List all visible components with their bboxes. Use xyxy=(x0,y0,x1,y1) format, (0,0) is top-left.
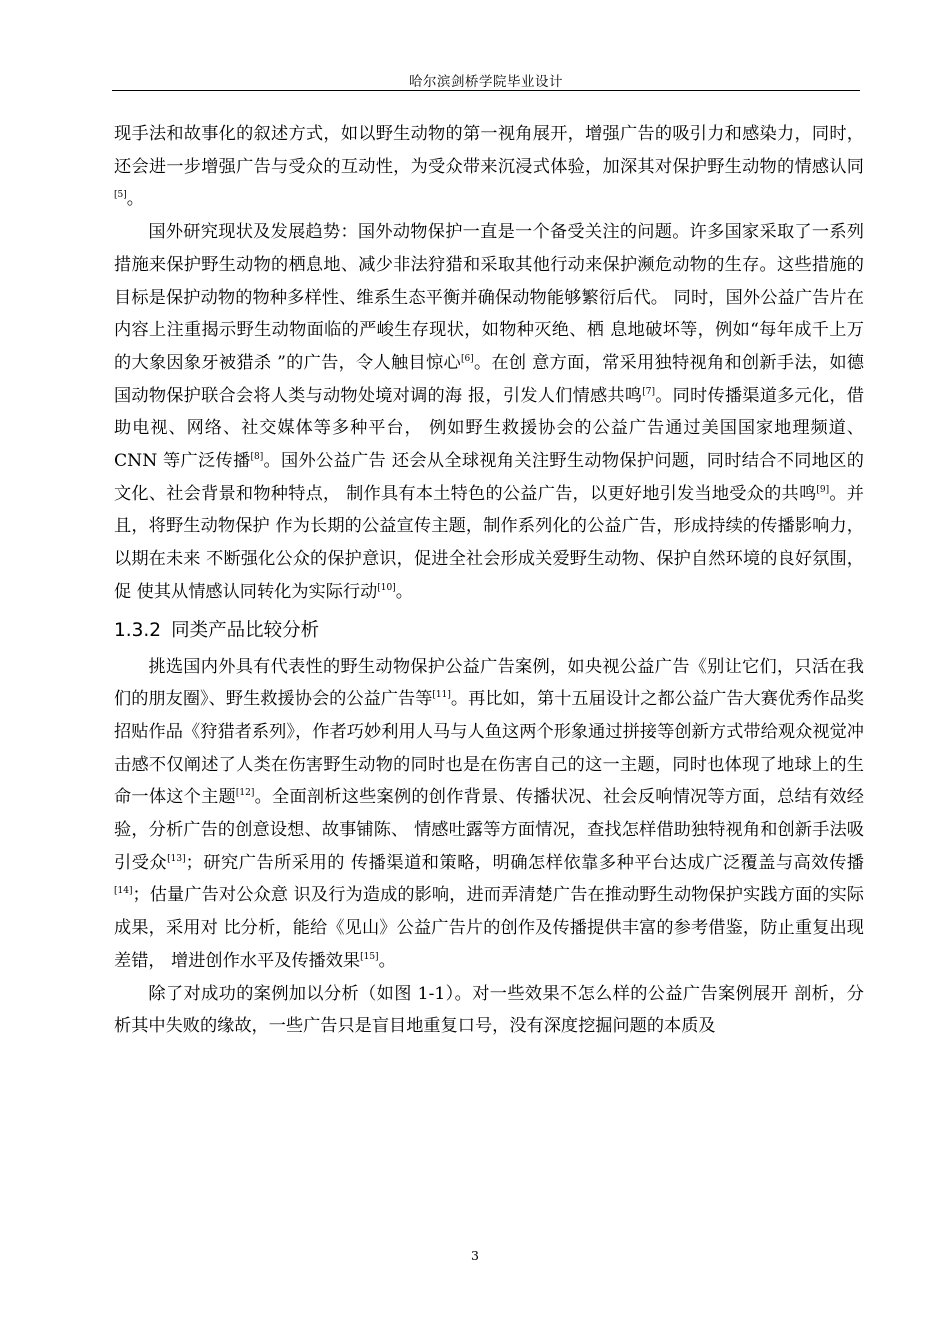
paragraph-failure-analysis xyxy=(114,978,864,1043)
text-run: 。 xyxy=(378,950,396,971)
citation-ref: [5] xyxy=(114,190,127,201)
section-heading xyxy=(114,619,864,643)
text-run: 。在创 意方面，常采用独特视角和创新手法，如德国动物保护联合会将人类与动物处境对调的海 报，引发人们情感共鸣 xyxy=(114,352,864,406)
text-run: ；估量广告对公众意 识及行为造成的影响，进而弄清楚广告在推动野生动物保护实践方面的实际成果，采用对 比分析，能给《见山》公益广告片的创作及传播提供丰富的参考借鉴，防止重复出现差错， 增进创作水平及传播效果 xyxy=(114,885,864,971)
section-number: 1.3.2 xyxy=(114,619,162,641)
citation-ref: [9] xyxy=(816,484,830,495)
text-run: 。国外公益广告 还会从全球视角关注野生动物保护问题，同时结合不同地区的文化、社会背景和物种特点， 制作具有本土特色的公益广告，以更好地引发当地受众的共鸣 xyxy=(114,451,864,504)
text-run: 。全面剖析这些案例的创作背景、传播状况、社会反响情况等方面，总结有效经验，分析广告的创意设想、故事铺陈、 情感吐露等方面情况，查找怎样借助独特视角和创新手法吸引受众 xyxy=(114,787,864,873)
page-number: 3 xyxy=(471,1248,479,1263)
text-run: 挑选国内外具有代表性的野生动物保护公益广告案例，如央视公益广告《别让它们，只活在我们的朋友圈》、野生救援协会的公益广告等 xyxy=(114,656,864,710)
text-run: 。 xyxy=(126,189,144,210)
paragraph-foreign-research xyxy=(114,216,864,608)
text-run: 国外研究现状及发展趋势：国外动物保护一直是一个备受关注的问题。许多国家采取了一系列措施来保护野生动物的栖息地、减少非法狩猎和采取其他行动来保护濒危动物的生存。这些措施的目标是保护动物的物种多样性、维系生态平衡并确保动物能够繁衍后代。 同时，国外公益广告片在内容上注重揭示野生动物面临的严峻生存现状，如物种灭绝、栖 息地破坏等，例如“每年成千上万的大象因象牙被猎杀 ”的广告，令人触目惊心 xyxy=(114,222,864,373)
header-rule xyxy=(112,90,860,91)
text-run: 。再比如，第十五届设计之都公益广告大赛优秀作品奖招贴作品《狩猎者系列》，作者巧妙利用人马与人鱼这两个形象通过拼接等创新方式带给观众视觉冲击感不仅阐述了人类在伤害野生动物的同时也是在伤害自己的这一主题，同时也体现了地球上的生命一体这个主题 xyxy=(114,689,864,808)
text-run: 。 xyxy=(395,581,413,602)
citation-ref: [6] xyxy=(460,353,474,364)
page-body xyxy=(114,118,864,1043)
citation-ref: [12] xyxy=(235,788,255,799)
section-title: 同类产品比较分析 xyxy=(171,619,320,641)
citation-ref: [15] xyxy=(360,951,379,962)
citation-ref: [10] xyxy=(377,582,396,593)
citation-ref: [14] xyxy=(114,886,133,897)
text-run: 。同时传播渠道多元化，借助电视、网络、社交媒体等多种平台， 例如野生救援协会的公益广告通过美国国家地理频道、CNN 等广泛传播 xyxy=(114,385,864,472)
text-run: 除了对成功的案例加以分析（如图 1-1）。对一些效果不怎么样的公益广告案例展开 剖析，分析其中失败的缘故，一些广告只是盲目地重复口号，没有深度挖掘问题的本质及 xyxy=(114,983,864,1037)
citation-ref: [13] xyxy=(167,853,186,864)
citation-ref: [7] xyxy=(642,386,655,397)
running-header: 哈尔滨剑桥学院毕业设计 xyxy=(409,74,563,90)
citation-ref: [11] xyxy=(432,690,451,701)
paragraph-comparison xyxy=(114,651,864,978)
text-run: 现手法和故事化的叙述方式，如以野生动物的第一视角展开，增强广告的吸引力和感染力，同时，还会进一步增强广告与受众的互动性，为受众带来沉浸式体验，加深其对保护野生动物的情感认同 xyxy=(114,124,864,177)
citation-ref: [8] xyxy=(250,452,264,463)
text-run: 。并且，将野生动物保护 作为长期的公益宣传主题，制作系列化的公益广告，形成持续的传播影响力，以期在未来 不断强化公众的保护意识，促进全社会形成关爱野生动物、保护自然环境的良好氛围，促 使其从情感认同转化为实际行动 xyxy=(114,483,864,602)
text-run: ；研究广告所采用的 传播渠道和策略，明确怎样依靠多种平台达成广泛覆盖与高效传播 xyxy=(185,852,864,873)
paragraph-continuation xyxy=(114,118,864,216)
